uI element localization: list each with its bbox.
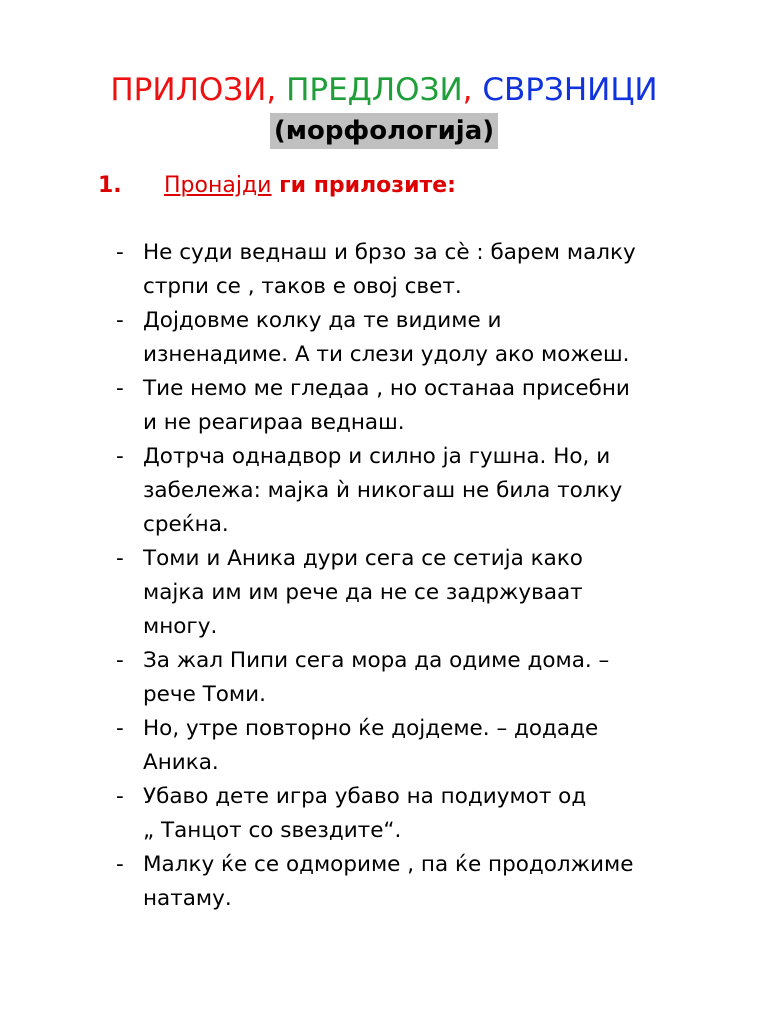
title-svrznici: СВРЗНИЦИ [482, 72, 658, 108]
list-item [116, 848, 756, 916]
task-verb: Пронајди [164, 173, 272, 198]
page-title [0, 70, 768, 110]
list-item [116, 780, 756, 848]
bullet-dash: - [116, 648, 124, 673]
sentence-text: Убаво дете игра убаво на подиумот од „ Танцот со ѕвездите“. [143, 784, 587, 843]
list-item [116, 644, 756, 712]
task-heading [98, 170, 456, 202]
bullet-dash: - [116, 784, 124, 809]
bullet-dash: - [116, 308, 124, 333]
sentence-text: Дојдовме колку да те видиме и изненадиме. А ти слези удолу ако можеш. [143, 308, 630, 367]
bullet-dash: - [116, 444, 124, 469]
bullet-dash: - [116, 852, 124, 877]
sentence-text: Не суди веднаш и брзо за сѐ : барем малку стрпи се , таков е овој свет. [143, 240, 636, 299]
list-item [116, 712, 756, 780]
title-comma-2: , [462, 72, 473, 108]
subtitle-row [0, 113, 768, 149]
list-item [116, 372, 756, 440]
sentence-text: За жал Пипи сега мора да одиме дома. – рече Томи. [143, 648, 610, 707]
title-prilozi: ПРИЛОЗИ [110, 72, 267, 108]
bullet-dash: - [116, 376, 124, 401]
sentence-list [116, 236, 756, 916]
bullet-dash: - [116, 546, 124, 571]
title-comma-1: , [266, 72, 277, 108]
sentence-text: Томи и Аника дури сега се сетија како мајка им им рече да не се задржуваат многу. [143, 546, 583, 639]
task-rest: ги прилозите: [279, 173, 456, 198]
sentence-text: Малку ќе се одмориме , па ќе продолжиме натаму. [143, 852, 634, 911]
list-item [116, 542, 756, 644]
bullet-dash: - [116, 716, 124, 741]
sentence-text: Тие немо ме гледаа , но останаа присебни и не реагираа веднаш. [143, 376, 630, 435]
list-item [116, 236, 756, 304]
page-subtitle: (морфологија) [270, 113, 498, 149]
title-predlozi: ПРЕДЛОЗИ [286, 72, 463, 108]
sentence-text: Дотрча однадвор и силно ја гушна. Но, и забележа: мајка ѝ никогаш не била толку среќна. [143, 444, 623, 537]
list-item [116, 304, 756, 372]
task-number: 1. [98, 173, 122, 198]
bullet-dash: - [116, 240, 124, 265]
list-item [116, 440, 756, 542]
sentence-text: Но, утре повторно ќе дојдеме. – додаде Аника. [143, 716, 599, 775]
